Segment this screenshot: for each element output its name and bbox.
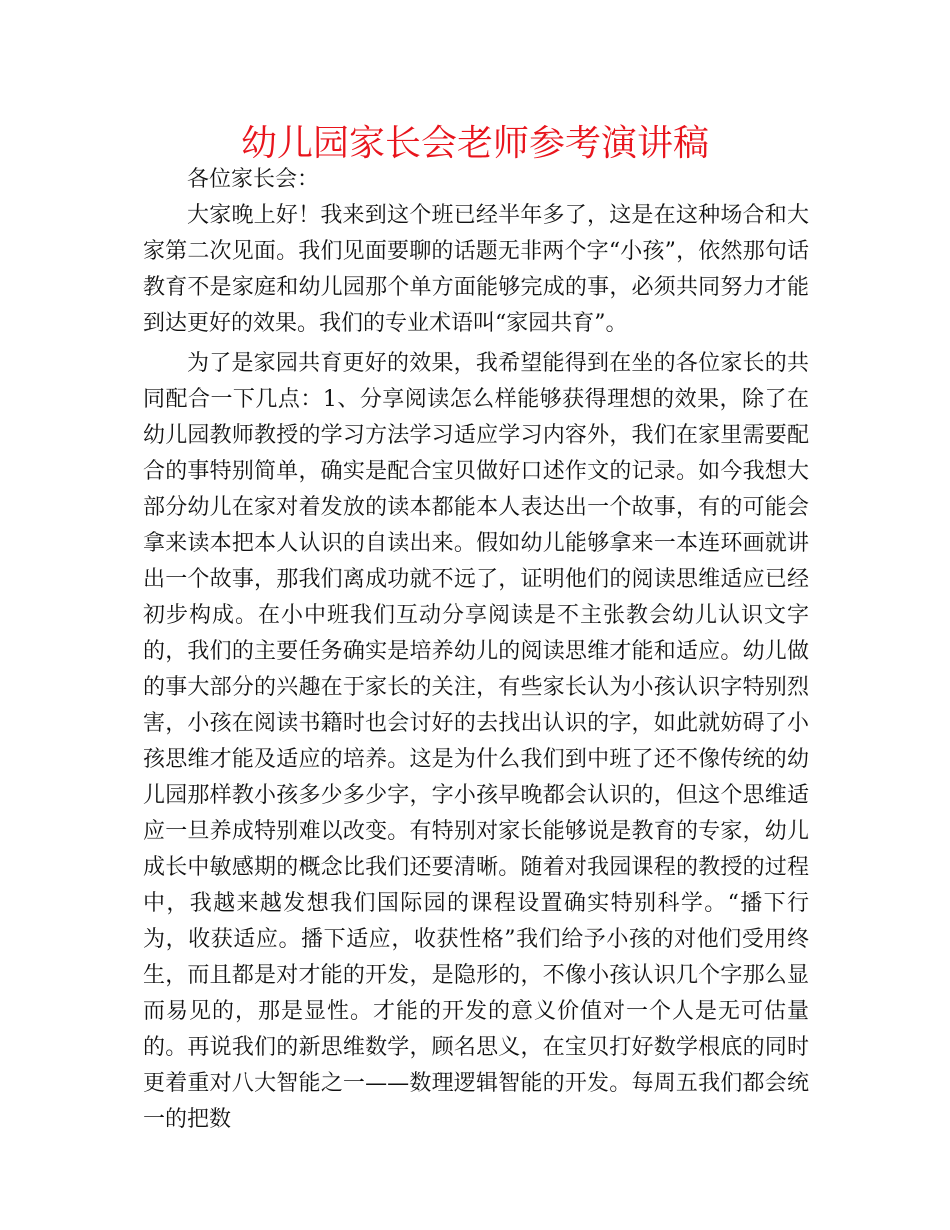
document-body <box>143 162 809 1138</box>
document-title: 幼儿园家长会老师参考演讲稿 <box>240 123 709 164</box>
cooperation-paragraph: 为了是家园共育更好的效果，我希望能得到在坐的各位家长的共同配合一下几点：1、分享阅读怎么样能够获得理想的效果，除了在幼儿园教师教授的学习方法学习适应学习内容外，我们在家里需要配合的事特别简单，确实是配合宝贝做好口述作文的记录。如今我想大部分幼儿在家对着发放的读本都能本人表达出一个故事，有的可能会拿来读本把本人认识的自读出来。假如幼儿能够拿来一本连环画就讲出一个故事，那我们离成功就不远了，证明他们的阅读思维适应已经初步构成。在小中班我们互动分享阅读是不主张教会幼儿认识文字的，我们的主要任务确实是培养幼儿的阅读思维才能和适应。幼儿做的事大部分的兴趣在于家长的关注，有些家长认为小孩认识字特别烈害，小孩在阅读书籍时也会讨好的去找出认识的字，如此就妨碍了小孩思维才能及适应的培养。这是为什么我们到中班了还不像传统的幼儿园那样教小孩多少多少字，字小孩早晚都会认识的，但这个思维适应一旦养成特别难以改变。有特别对家长能够说是教育的专家，幼儿成长中敏感期的概念比我们还要清晰。随着对我园课程的教授的过程中，我越来越发想我们国际园的课程设置确实特别科学。“播下行为，收获适应。播下适应，收获性格”我们给予小孩的对他们受用终生，而且都是对才能的开发，是隐形的，不像小孩认识几个字那么显而易见的，那是显性。才能的开发的意义价值对一个人是无可估量的。再说我们的新思维数学，顾名思义，在宝贝打好数学根底的同时更着重对八大智能之一——数理逻辑智能的开发。每周五我们都会统一的把数 <box>143 351 809 1132</box>
greeting-paragraph: 大家晚上好！我来到这个班已经半年多了，这是在这种场合和大家第二次见面。我们见面要聊的话题无非两个字“小孩”，依然那句话教育不是家庭和幼儿园那个单方面能够完成的事，必须共同努力才能到达更好的效果。我们的专业术语叫“家园共育”。 <box>143 203 809 336</box>
salutation-paragraph: 各位家长会： <box>187 167 320 192</box>
